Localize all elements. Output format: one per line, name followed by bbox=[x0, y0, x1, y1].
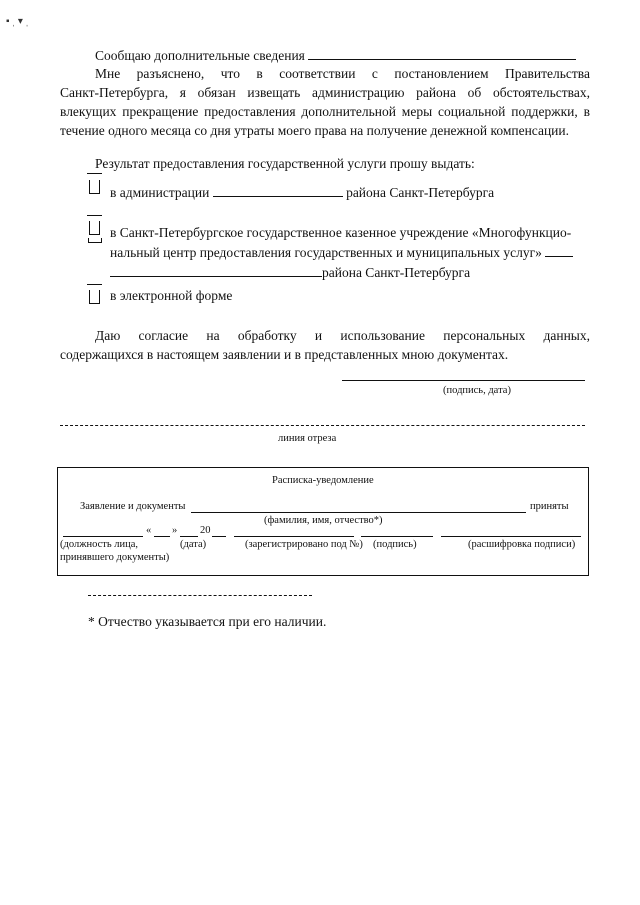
checkbox-top-3 bbox=[87, 284, 102, 285]
explanation-paragraph bbox=[60, 64, 590, 140]
mfc-field-2[interactable] bbox=[110, 262, 322, 277]
extra-info-field[interactable] bbox=[308, 45, 576, 60]
receipt-box bbox=[57, 467, 589, 576]
explanation-line-1: Мне разъяснено, что в соответствии с постановлением Правительства bbox=[95, 66, 590, 81]
checkbox-mfc[interactable] bbox=[89, 221, 100, 235]
result-title: Результат предоставления государственной услуги прошу выдать: bbox=[95, 156, 475, 171]
mfc-field-1[interactable] bbox=[545, 242, 573, 257]
consent-paragraph bbox=[60, 326, 590, 364]
cut-line-label: линия отреза bbox=[278, 433, 337, 444]
extra-info-label: Сообщаю дополнительные сведения bbox=[95, 48, 305, 63]
option-administration: в администрации района Санкт-Петербурга bbox=[110, 182, 494, 202]
checkbox-bottom-2 bbox=[88, 238, 102, 243]
caption-reg: (зарегистрировано под №) bbox=[245, 539, 363, 550]
caption-date: (дата) bbox=[180, 539, 207, 550]
caption-sign: (подпись) bbox=[373, 539, 417, 550]
checkbox-top-1 bbox=[87, 173, 102, 174]
month-field[interactable] bbox=[180, 536, 198, 537]
decode-field[interactable] bbox=[441, 536, 581, 537]
checkbox-electronic[interactable] bbox=[89, 290, 100, 304]
footnote-separator bbox=[88, 595, 312, 596]
position-field[interactable] bbox=[63, 536, 143, 537]
caption-position: (должность лица, принявшего документы) bbox=[60, 539, 170, 563]
sign-field[interactable] bbox=[361, 536, 433, 537]
receipt-title: Расписка-уведомление bbox=[272, 475, 374, 486]
footnote: * Отчество указывается при его наличии. bbox=[88, 614, 327, 629]
district-field-1[interactable] bbox=[213, 182, 343, 197]
date-quote-open: « bbox=[146, 525, 152, 536]
receipt-fio-caption: (фамилия, имя, отчество*) bbox=[264, 515, 383, 526]
reg-number-field[interactable] bbox=[234, 536, 354, 537]
date-quote-close: » bbox=[172, 525, 178, 536]
day-field[interactable] bbox=[154, 536, 170, 537]
consent-line-2: содержащихся в настоящем заявлении и в представленных мною документах. bbox=[60, 347, 509, 362]
year-prefix: 20 bbox=[200, 525, 211, 536]
receipt-fio-field[interactable] bbox=[191, 512, 526, 513]
checkbox-administration[interactable] bbox=[89, 180, 100, 194]
signature-caption: (подпись, дата) bbox=[443, 385, 511, 396]
explanation-line-4: течение одного месяца со дня утраты моего права на получение денежной компенсации. bbox=[60, 123, 569, 138]
receipt-accepted: приняты bbox=[530, 501, 569, 512]
caption-decode: (расшифровка подписи) bbox=[468, 539, 576, 550]
receipt-docs-label: Заявление и документы bbox=[80, 501, 186, 512]
year-field[interactable] bbox=[212, 536, 226, 537]
scan-marks: ▪ ˌ ▾ ˌ bbox=[6, 16, 29, 27]
explanation-line-3: влекущих прекращение предоставления дополнительной меры социальной поддержки, в bbox=[60, 104, 590, 119]
cut-line bbox=[60, 425, 585, 426]
explanation-line-2: Санкт-Петербурга, я обязан извещать администрацию района об обстоятельствах, bbox=[60, 85, 590, 100]
option-mfc: в Санкт-Петербургское государственное казенное учреждение «Многофункцио- нальный центр предоставления государственных и муниципальных услуг» района Санкт-Петербурга bbox=[110, 223, 590, 282]
consent-line-1: Даю согласие на обработку и использование персональных данных, bbox=[95, 328, 590, 343]
signature-line[interactable] bbox=[342, 380, 585, 381]
checkbox-top-2 bbox=[87, 215, 102, 216]
extra-info-row bbox=[95, 45, 590, 65]
option-electronic: в электронной форме bbox=[110, 288, 233, 303]
